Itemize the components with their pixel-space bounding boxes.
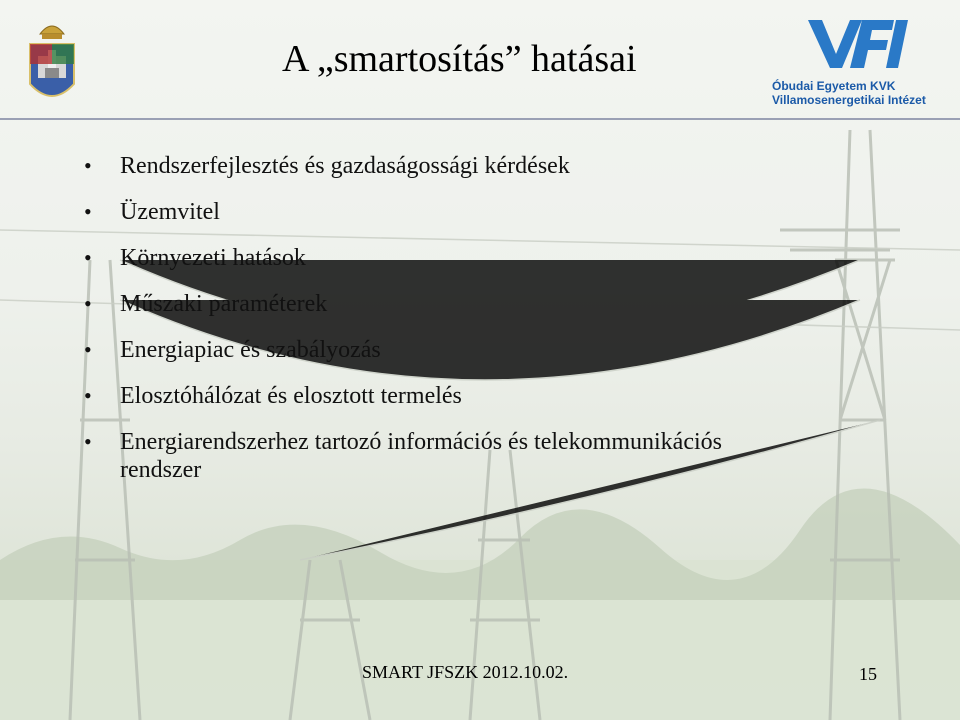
bullet-text: Energiapiac és szabályozás: [120, 337, 381, 363]
bullet-text: Rendszerfejlesztés és gazdaságossági kérdések: [120, 153, 570, 179]
list-item: [84, 198, 724, 226]
bullet-dot: •: [84, 291, 92, 316]
bullet-dot: •: [84, 199, 92, 224]
list-item: [84, 290, 724, 318]
header-divider: [0, 118, 960, 120]
footer-text: SMART JFSZK 2012.10.02.: [362, 662, 569, 682]
university-crest-icon: [24, 16, 80, 112]
bullet-dot: •: [84, 245, 92, 270]
list-item: [84, 152, 724, 180]
bullet-text: Környezeti hatások: [120, 245, 306, 271]
page-number: 15: [859, 664, 877, 684]
institute-line-1: Óbudai Egyetem KVK: [772, 79, 896, 93]
list-item: [84, 382, 724, 410]
bullet-text: Energiarendszerhez tartozó információs és telekommunikációs rendszer: [120, 429, 722, 483]
bullet-text: Műszaki paraméterek: [120, 291, 328, 317]
list-item: [84, 336, 724, 364]
vei-logo-icon: [800, 14, 910, 74]
bullet-list: [84, 152, 724, 502]
bullet-text: Üzemvitel: [120, 199, 220, 225]
bullet-dot: •: [84, 153, 92, 178]
bullet-dot: •: [84, 337, 92, 362]
list-item: [84, 428, 724, 484]
bullet-text: Elosztóhálózat és elosztott termelés: [120, 383, 462, 409]
bullet-dot: •: [84, 383, 92, 408]
institute-line-2: Villamosenergetikai Intézet: [772, 93, 926, 107]
bullet-dot: •: [84, 429, 92, 454]
page-title: A „smartosítás” hatásai: [282, 38, 637, 80]
list-item: [84, 244, 724, 272]
institute-name: [772, 79, 926, 107]
